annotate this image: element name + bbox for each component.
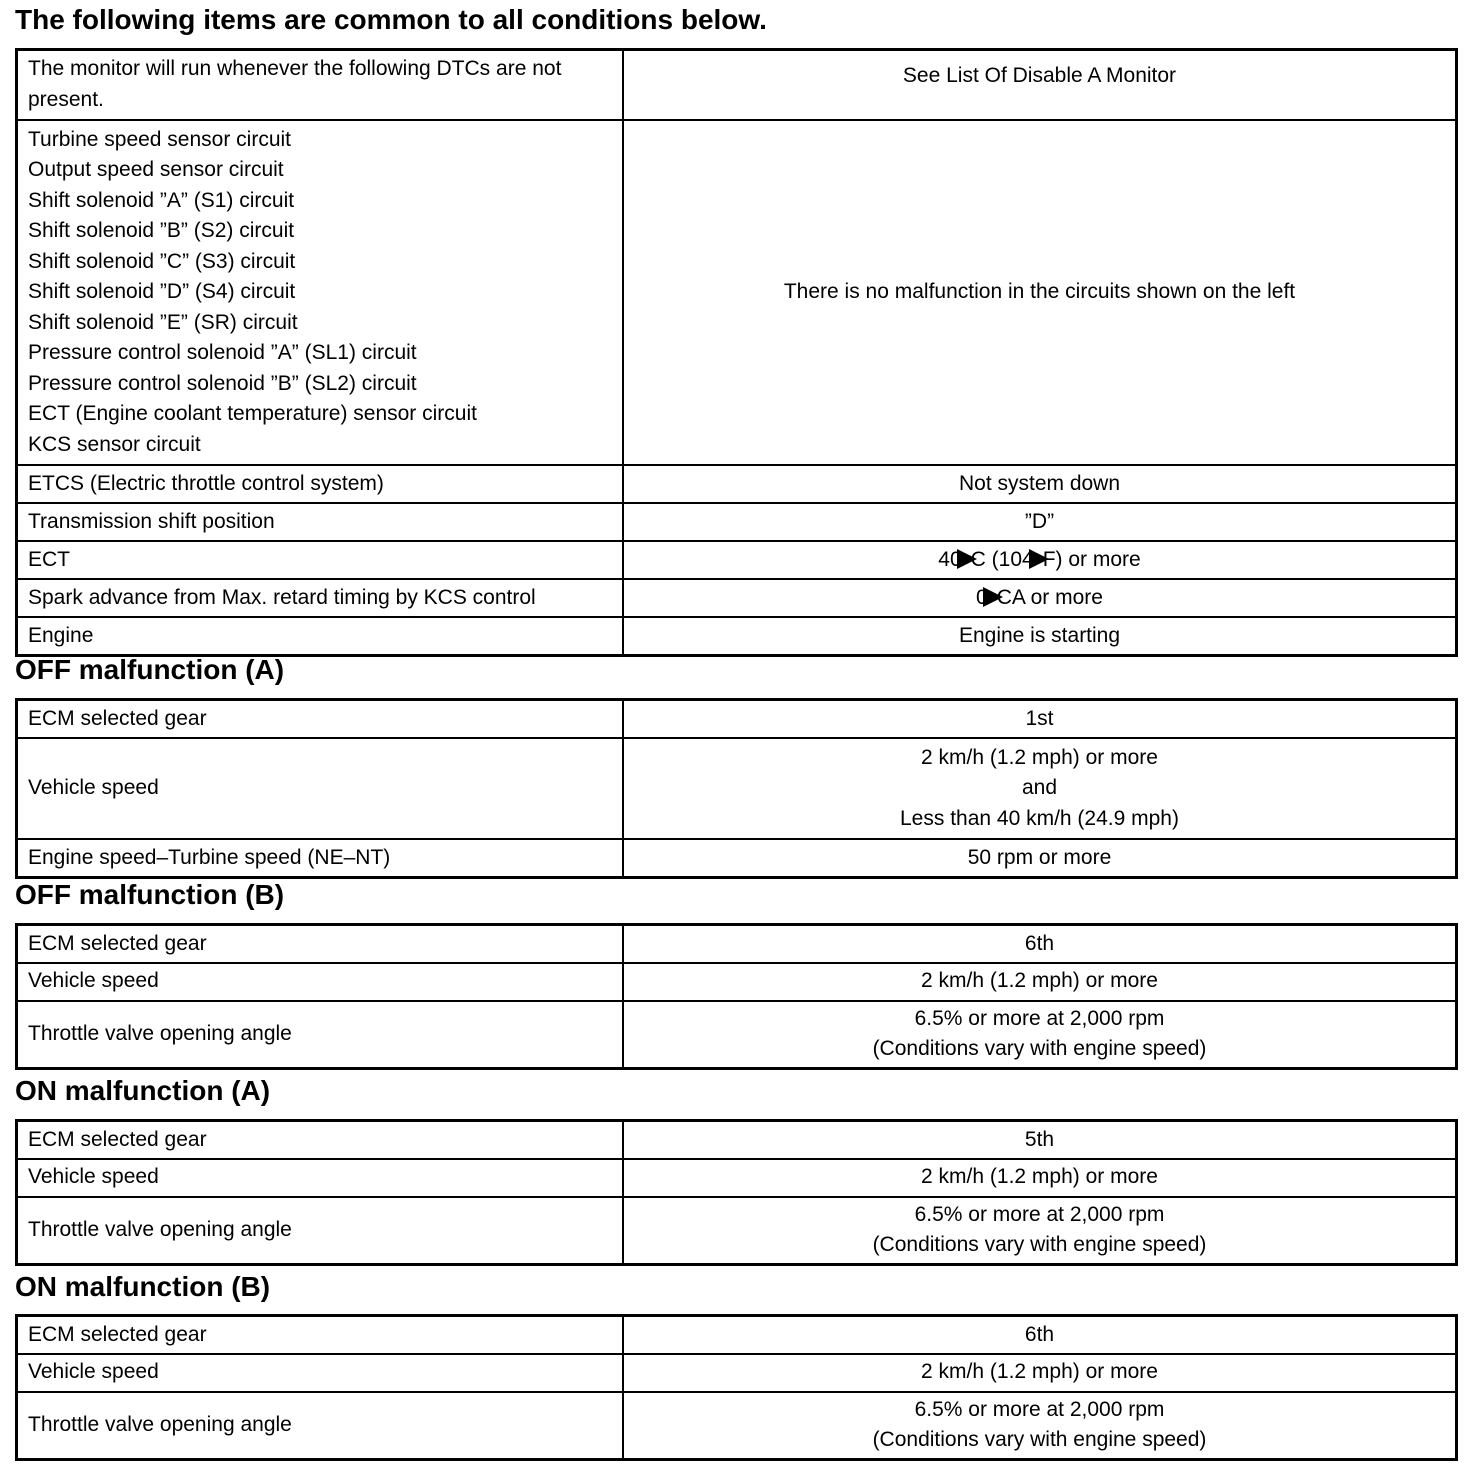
table-row: [17, 120, 1457, 466]
dtc-label-line2: present.: [28, 87, 104, 111]
speed-label: Vehicle speed: [17, 963, 624, 1001]
ne-nt-value: 50 rpm or more: [623, 839, 1457, 877]
gear-value: 5th: [623, 1121, 1457, 1159]
on-b-heading: ON malfunction (B): [15, 1271, 271, 1302]
throttle-label: Throttle valve opening angle: [17, 1197, 624, 1265]
throttle-value-line: 6.5% or more at 2,000 rpm: [914, 1202, 1165, 1226]
common-conditions-table: [15, 48, 1458, 657]
ne-nt-label: Engine speed–Turbine speed (NE–NT): [17, 839, 624, 877]
gear-value: 1st: [623, 700, 1457, 738]
table-row: [17, 700, 1457, 738]
table-row: [17, 1197, 1457, 1265]
circuit-item: Pressure control solenoid ”A” (SL1) circuit: [28, 341, 417, 364]
throttle-value-line: 6.5% or more at 2,000 rpm: [914, 1397, 1165, 1421]
dtc-label-line1: The monitor will run whenever the following DTCs are not: [28, 57, 562, 81]
table-row: [17, 503, 1457, 541]
gear-label: ECM selected gear: [17, 1316, 624, 1354]
ect-value-unit: C (104: [970, 547, 1034, 571]
circuit-item: Shift solenoid ”E” (SR) circuit: [28, 310, 298, 334]
off-a-heading: OFF malfunction (A): [15, 654, 285, 685]
off-b-heading: OFF malfunction (B): [15, 879, 285, 910]
circuit-item: Shift solenoid ”A” (S1) circuit: [28, 188, 295, 212]
table-row: [17, 1121, 1457, 1159]
speed-value-line: 2 km/h (1.2 mph) or more: [921, 745, 1158, 769]
spark-value-number: 0: [976, 585, 988, 609]
speed-value: [623, 738, 1457, 840]
spark-value: [623, 579, 1457, 617]
table-row: [17, 579, 1457, 617]
ect-value: [623, 541, 1457, 579]
table-row: [17, 738, 1457, 840]
gear-label: ECM selected gear: [17, 1121, 624, 1159]
off-b-table: [15, 923, 1458, 1070]
circuit-item: ECT (Engine coolant temperature) sensor circuit: [28, 402, 477, 425]
ect-value-celsius: 40: [938, 547, 962, 571]
throttle-value-line: (Conditions vary with engine speed): [872, 1428, 1207, 1452]
table-row: [17, 541, 1457, 579]
etcs-label: ETCS (Electric throttle control system): [17, 465, 624, 503]
circuit-item: Pressure control solenoid ”B” (SL2) circuit: [28, 371, 417, 395]
speed-value-line: and: [1021, 776, 1058, 799]
circuit-item: Shift solenoid ”B” (S2) circuit: [28, 219, 295, 242]
throttle-value-line: (Conditions vary with engine speed): [872, 1233, 1207, 1257]
speed-value: 2 km/h (1.2 mph) or more: [623, 1159, 1457, 1197]
table-row: [17, 617, 1457, 655]
dtc-value: See List Of Disable A Monitor: [623, 50, 1457, 120]
circuit-item: Turbine speed sensor circuit: [28, 127, 292, 151]
shift-position-label: Transmission shift position: [17, 503, 624, 541]
table-row: [17, 50, 1457, 120]
on-a-heading: ON malfunction (A): [15, 1075, 271, 1106]
gear-label: ECM selected gear: [17, 925, 624, 963]
table-row: [17, 1354, 1457, 1392]
gear-value: 6th: [623, 1316, 1457, 1354]
gear-label: ECM selected gear: [17, 700, 624, 738]
engine-value: Engine is starting: [623, 617, 1457, 655]
dtc-label: [17, 50, 624, 120]
etcs-value: Not system down: [623, 465, 1457, 503]
table-row: [17, 465, 1457, 503]
common-heading: The following items are common to all conditions below.: [15, 4, 767, 35]
on-b-table: [15, 1314, 1458, 1461]
on-a-table: [15, 1119, 1458, 1266]
speed-label: Vehicle speed: [17, 1354, 624, 1392]
spark-value-suffix: CA or more: [996, 585, 1103, 609]
throttle-value: [623, 1392, 1457, 1460]
gear-value: 6th: [623, 925, 1457, 963]
table-row: [17, 839, 1457, 877]
circuit-item: KCS sensor circuit: [28, 432, 201, 456]
throttle-label: Throttle valve opening angle: [17, 1392, 624, 1460]
table-row: [17, 1316, 1457, 1354]
shift-position-value: ”D”: [623, 503, 1457, 541]
circuit-item: Output speed sensor circuit: [28, 158, 284, 181]
off-a-table: [15, 698, 1458, 879]
circuit-item: Shift solenoid ”C” (S3) circuit: [28, 249, 296, 273]
table-row: [17, 1001, 1457, 1069]
ect-value-suffix: F) or more: [1042, 547, 1141, 571]
spark-label: Spark advance from Max. retard timing by KCS control: [17, 579, 624, 617]
circuits-value: There is no malfunction in the circuits shown on the left: [623, 120, 1457, 466]
throttle-value-line: 6.5% or more at 2,000 rpm: [914, 1006, 1165, 1030]
circuit-item: Shift solenoid ”D” (S4) circuit: [28, 280, 296, 303]
table-row: [17, 1392, 1457, 1460]
throttle-value-line: (Conditions vary with engine speed): [872, 1037, 1207, 1061]
table-row: [17, 963, 1457, 1001]
table-row: [17, 1159, 1457, 1197]
table-row: [17, 925, 1457, 963]
speed-value-line: Less than 40 km/h (24.9 mph): [900, 806, 1179, 830]
throttle-value: [623, 1197, 1457, 1265]
speed-label: Vehicle speed: [17, 738, 624, 840]
throttle-label: Throttle valve opening angle: [17, 1001, 624, 1069]
engine-label: Engine: [17, 617, 624, 655]
speed-value: 2 km/h (1.2 mph) or more: [623, 963, 1457, 1001]
ect-label: ECT: [17, 541, 624, 579]
circuit-list: [17, 120, 624, 466]
speed-value: 2 km/h (1.2 mph) or more: [623, 1354, 1457, 1392]
speed-label: Vehicle speed: [17, 1159, 624, 1197]
throttle-value: [623, 1001, 1457, 1069]
